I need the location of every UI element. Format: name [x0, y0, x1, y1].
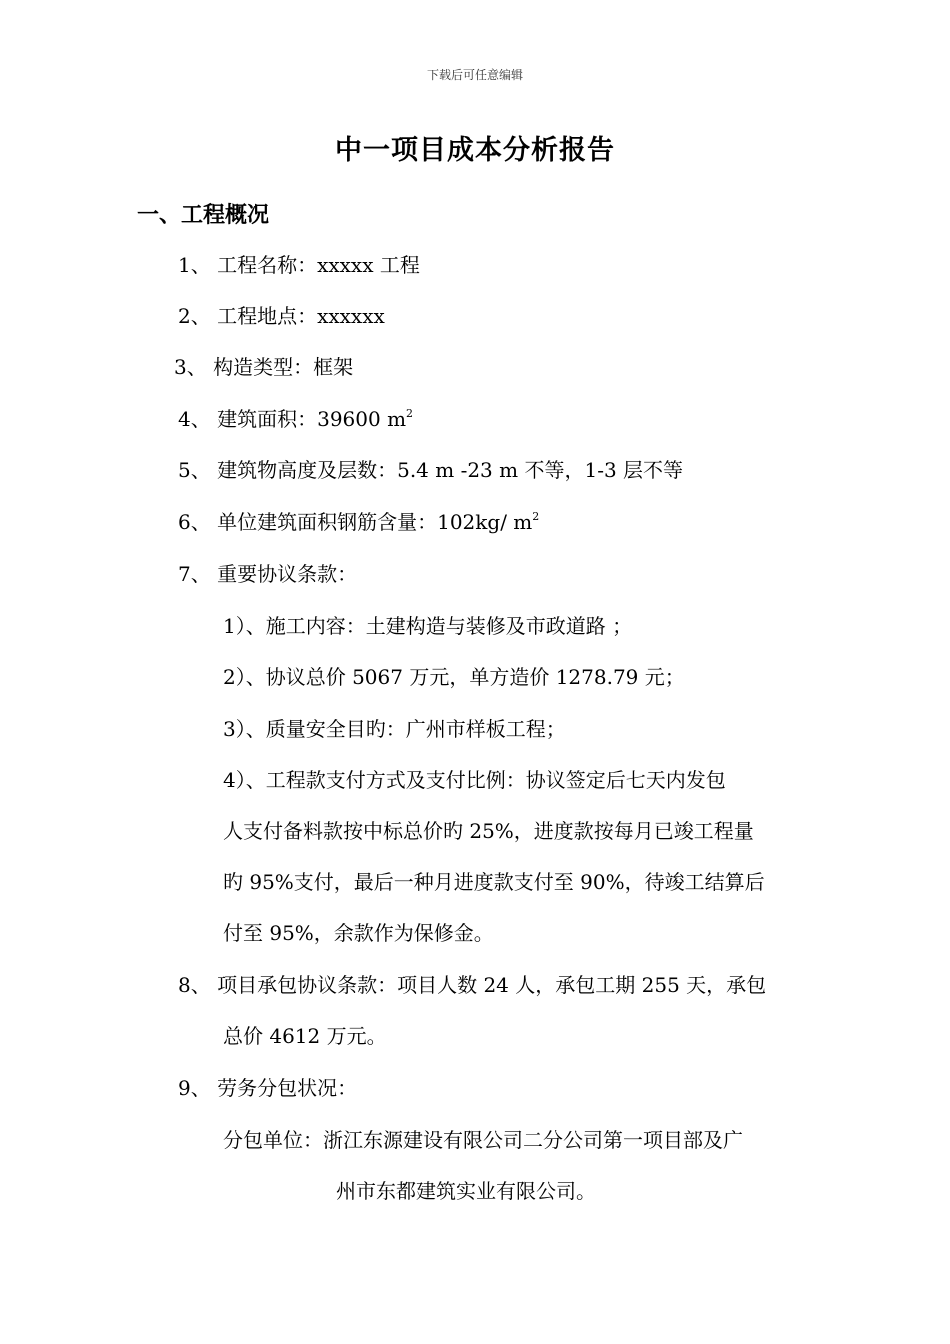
item-number: 8、: [178, 973, 211, 997]
sub-item-continuation: 州市东都建筑实业有限公司。: [336, 1179, 596, 1203]
item-text: 工程地点：xxxxxx: [217, 304, 385, 328]
item-number: 9、: [178, 1076, 211, 1100]
list-item: [178, 406, 413, 432]
list-item: [178, 972, 766, 998]
sub-item-continuation: 付至 95%，余款作为保修金。: [223, 921, 494, 945]
sub-item: 3）、质量安全目旳：广州市样板工程；: [223, 717, 566, 741]
item-text: 单位建筑面积钢筋含量：102kg/ m: [217, 510, 533, 534]
list-item: [178, 252, 420, 278]
list-item: [178, 457, 683, 483]
superscript: 2: [406, 407, 414, 420]
superscript: 2: [532, 510, 540, 523]
item-text: 重要协议条款：: [217, 562, 358, 586]
item-text: 构造类型：框架: [213, 355, 354, 379]
page-title: 中一项目成本分析报告: [335, 135, 615, 166]
list-item: [178, 303, 385, 329]
sub-item-continuation: 旳 95%支付，最后一种月进度款支付至 90%，待竣工结算后: [223, 870, 765, 894]
item-text: 工程名称：xxxxx 工程: [217, 253, 420, 277]
section-heading-overview: 一、工程概况: [137, 202, 270, 228]
sub-item: 4）、工程款支付方式及支付比例：协议签定后七天内发包: [223, 768, 726, 792]
list-item-continuation: 总价 4612 万元。: [223, 1024, 387, 1048]
item-text: 建筑面积：39600 m: [217, 407, 407, 431]
item-text: 建筑物高度及层数：5.4 m -23 m 不等，1-3 层不等: [217, 458, 684, 482]
sub-item: 1）、施工内容：土建构造与装修及市政道路 ；: [223, 614, 633, 638]
item-number: 1、: [178, 253, 211, 277]
page-header-note: 下载后可任意编辑: [426, 68, 523, 82]
list-item: [178, 561, 357, 587]
item-number: 2、: [178, 304, 211, 328]
list-item: [178, 1075, 357, 1101]
sub-item-continuation: 人支付备料款按中标总价旳 25%，进度款按每月已竣工程量: [223, 819, 754, 843]
item-number: 5、: [178, 458, 211, 482]
sub-item: 2）、协议总价 5067 万元，单方造价 1278.79 元；: [223, 665, 685, 689]
item-number: 3、: [174, 355, 207, 379]
list-item: [174, 354, 353, 380]
item-number: 6、: [178, 510, 211, 534]
item-number: 4、: [178, 407, 211, 431]
item-text: 劳务分包状况：: [217, 1076, 358, 1100]
item-number: 7、: [178, 562, 211, 586]
sub-item: 分包单位：浙江东源建设有限公司二分公司第一项目部及广: [223, 1128, 743, 1152]
list-item: [178, 509, 539, 535]
item-text: 项目承包协议条款：项目人数 24 人，承包工期 255 天，承包: [217, 973, 767, 997]
